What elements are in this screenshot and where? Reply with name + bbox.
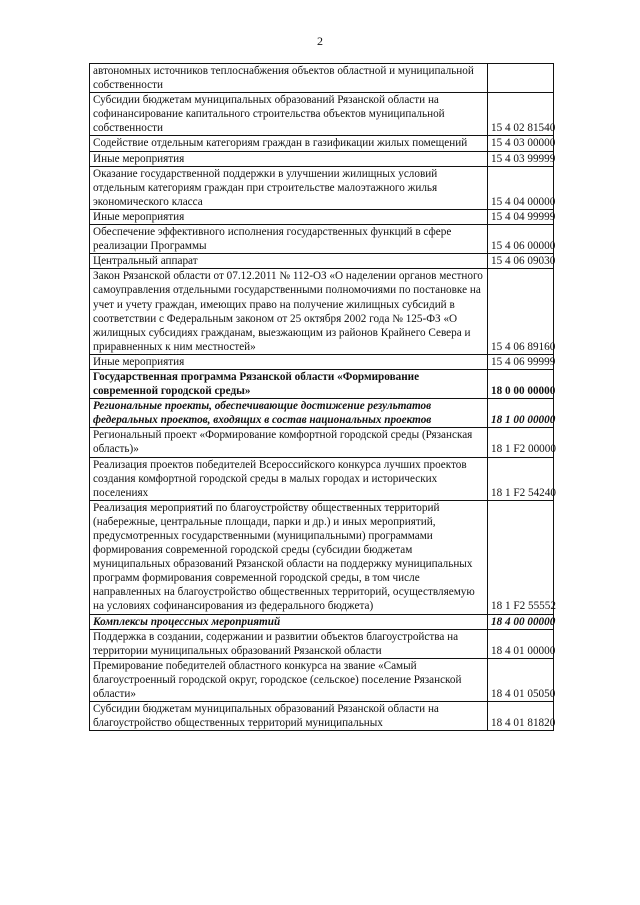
classification-code: 15 4 06 09030 (488, 254, 554, 269)
classification-code: 15 4 04 00000 (488, 166, 554, 209)
classification-code: 18 4 01 00000 (488, 629, 554, 658)
table-row (90, 629, 554, 658)
classification-code: 18 4 01 81820 (488, 702, 554, 731)
expense-item-name: Оказание государственной поддержки в улучшении жилищных условий отдельным категориям граждан при строительстве малоэтажного жилья экономического класса (90, 166, 488, 209)
classification-code: 18 4 01 05050 (488, 658, 554, 701)
classification-code: 18 1 F2 00000 (488, 428, 554, 457)
table-row (90, 93, 554, 136)
classification-code: 18 1 00 00000 (488, 399, 554, 428)
table-row (90, 428, 554, 457)
expense-item-name: Центральный аппарат (90, 254, 488, 269)
expense-item-name: Премирование победителей областного конкурса на звание «Самый благоустроенный городской округ, городское (сельское) поселение Рязанской области» (90, 658, 488, 701)
table-row (90, 457, 554, 500)
expense-item-name: Государственная программа Рязанской области «Формирование современной городской среды» (90, 369, 488, 398)
expense-item-name: Содействие отдельным категориям граждан в газификации жилых помещений (90, 136, 488, 151)
classification-code: 18 0 00 00000 (488, 369, 554, 398)
expense-item-name: Реализация проектов победителей Всероссийского конкурса лучших проектов создания комфортной городской среды в малых городах и исторических поселениях (90, 457, 488, 500)
classification-code: 15 4 06 89160 (488, 269, 554, 355)
expense-item-name: Иные мероприятия (90, 209, 488, 224)
expense-item-name: Региональный проект «Формирование комфортной городской среды (Рязанская область)» (90, 428, 488, 457)
table-row (90, 136, 554, 151)
table-row (90, 369, 554, 398)
classification-code (488, 64, 554, 93)
expense-item-name: Обеспечение эффективного исполнения государственных функций в сфере реализации Программы (90, 225, 488, 254)
table-row (90, 166, 554, 209)
table-row (90, 658, 554, 701)
expense-item-name: автономных источников теплоснабжения объектов областной и муниципальной собственности (90, 64, 488, 93)
classification-code: 18 1 F2 54240 (488, 457, 554, 500)
expense-item-name: Региональные проекты, обеспечивающие достижение результатов федеральных проектов, входящих в состав национальных проектов (90, 399, 488, 428)
expense-item-name: Закон Рязанской области от 07.12.2011 № 112-ОЗ «О наделении органов местного самоуправления отдельными государственными полномочиями по постановке на учет и учету граждан, имеющих право на получение жилищных субсидий в соответствии с Федеральным законом от 25 октября 2002 года № 125-ФЗ «О жилищных субсидиях гражданам, выезжающим из районов Крайнего Севера и приравненных к ним местностей» (90, 269, 488, 355)
table-row (90, 399, 554, 428)
classification-code: 15 4 04 99999 (488, 209, 554, 224)
table-row (90, 354, 554, 369)
classification-code: 18 1 F2 55552 (488, 500, 554, 614)
table-row (90, 702, 554, 731)
expense-item-name: Иные мероприятия (90, 151, 488, 166)
expense-item-name: Реализация мероприятий по благоустройству общественных территорий (набережные, центральные площади, парки и др.) и иных мероприятий, предусмотренных государственными (муниципальными) программами формирования современной городской среды (субсидии бюджетам муниципальных образований Рязанской области на поддержку муниципальных программ формирования современной городской среды, в том числе направленных на благоустройство общественных территорий, осуществляемую на условиях софинансирования из федерального бюджета) (90, 500, 488, 614)
table-row (90, 500, 554, 614)
table-row (90, 64, 554, 93)
expense-item-name: Комплексы процессных мероприятий (90, 614, 488, 629)
table-row (90, 209, 554, 224)
page-number: 2 (317, 34, 323, 48)
expense-item-name: Субсидии бюджетам муниципальных образований Рязанской области на софинансирование капитального строительства объектов муниципальной собственности (90, 93, 488, 136)
classification-code: 15 4 06 99999 (488, 354, 554, 369)
table-row (90, 151, 554, 166)
classification-code: 15 4 03 99999 (488, 151, 554, 166)
classification-code: 18 4 00 00000 (488, 614, 554, 629)
classification-code: 15 4 03 00000 (488, 136, 554, 151)
table-row (90, 225, 554, 254)
table-row (90, 254, 554, 269)
table-row (90, 614, 554, 629)
table-row (90, 269, 554, 355)
classification-code: 15 4 06 00000 (488, 225, 554, 254)
expense-item-name: Субсидии бюджетам муниципальных образований Рязанской области на благоустройство общественных территорий муниципальных (90, 702, 488, 731)
expense-item-name: Иные мероприятия (90, 354, 488, 369)
expense-item-name: Поддержка в создании, содержании и развитии объектов благоустройства на территории муниципальных образований Рязанской области (90, 629, 488, 658)
classification-code: 15 4 02 81540 (488, 93, 554, 136)
budget-classification-table (89, 63, 554, 731)
